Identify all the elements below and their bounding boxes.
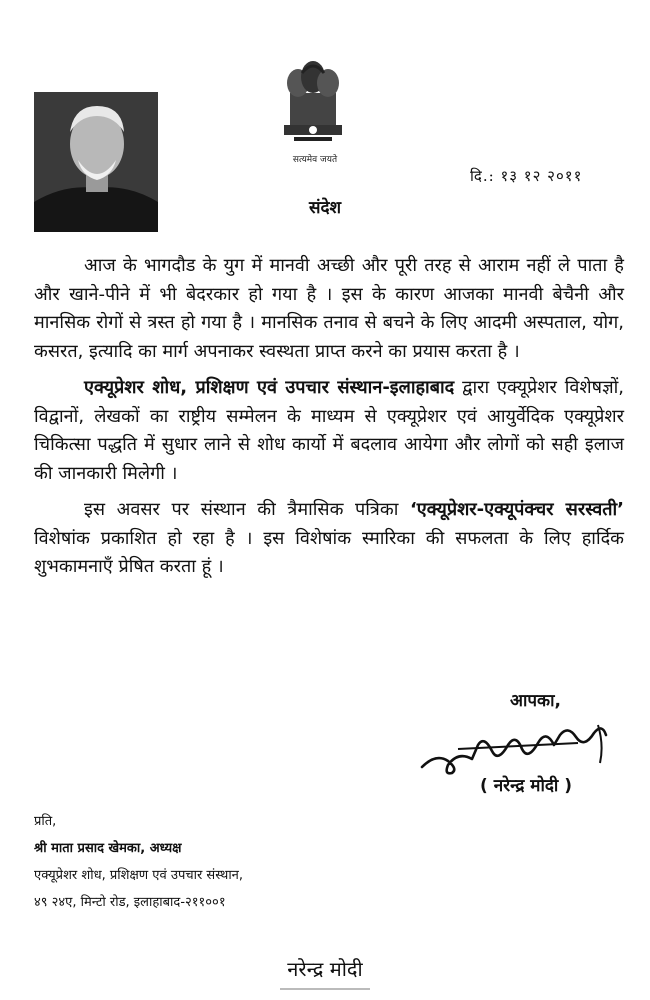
letter-date: दि.: १३ १२ २०११ [470, 167, 583, 185]
footer-name: नरेन्द्र मोदी [287, 957, 363, 981]
recipient-name: श्री माता प्रसाद खेमका, अध्यक्ष [34, 841, 182, 856]
closing: आपका, [510, 691, 561, 711]
letter-title: संदेश [308, 198, 342, 218]
paragraph-2-text: द्वारा एक्यूप्रेशर विशेषज्ञों, विद्वानों, लेखकों का राष्ट्रीय सम्मेलन के माध्यम से एक्यूप्रेशर एवं आयुर्वेदिक एक्यूप्रेशर चिकित्सा पद्धति में सुधार लाने से शोध कार्यो में बदलाव आयेगा और लोगों को सही इलाज की जानकारी मिलेगी । [34, 377, 624, 484]
recipient-block [34, 808, 243, 916]
paragraph-3 [34, 496, 624, 582]
paragraph-2 [34, 374, 624, 488]
recipient-organization: एक्यूप्रेशर शोध, प्रशिक्षण एवं उपचार संस्थान, [34, 868, 244, 883]
recipient-label: प्रति, [34, 814, 57, 829]
footer-faint-text [0, 985, 650, 995]
letter-body [34, 252, 624, 590]
national-emblem-icon [276, 55, 350, 147]
emblem-motto: सत्यमेव जयते [292, 155, 338, 165]
paragraph-1: आज के भागदौड के युग में मानवी अच्छी और पूरी तरह से आराम नहीं ले पाता है और खाने-पीने में भी बेदरकार हो गया है । इस के कारण आजका मानवी बेचैनी और मानसिक रोगों से त्रस्त हो गया है । मानसिक तनाव से बचने के लिए आदमी अस्पताल, योग, कसरत, इत्यादि का मार्ग अपनाकर स्वस्थता प्राप्त करने का प्रयास करता है । [34, 255, 624, 362]
paragraph-3-text-b: विशेषांक प्रकाशित हो रहा है । इस विशेषांक स्मारिका की सफलता के लिए हार्दिक शुभकामनाएँ प्रेषित करता हूं । [34, 527, 624, 577]
magazine-name: ‘एक्यूप्रेशर-एक्यूपंक्चर सरस्वती’ [409, 499, 624, 520]
institute-name: एक्यूप्रेशर शोध, प्रशिक्षण एवं उपचार संस्थान-इलाहाबाद [84, 377, 455, 398]
paragraph-3-text-a: इस अवसर पर संस्थान की त्रैमासिक पत्रिका [84, 499, 410, 520]
recipient-address: ४९ २४ए, मिन्टो रोड, इलाहाबाद-२११००१ [34, 895, 226, 910]
signatory-name: ( नरेन्द्र मोदी ) [480, 776, 572, 796]
